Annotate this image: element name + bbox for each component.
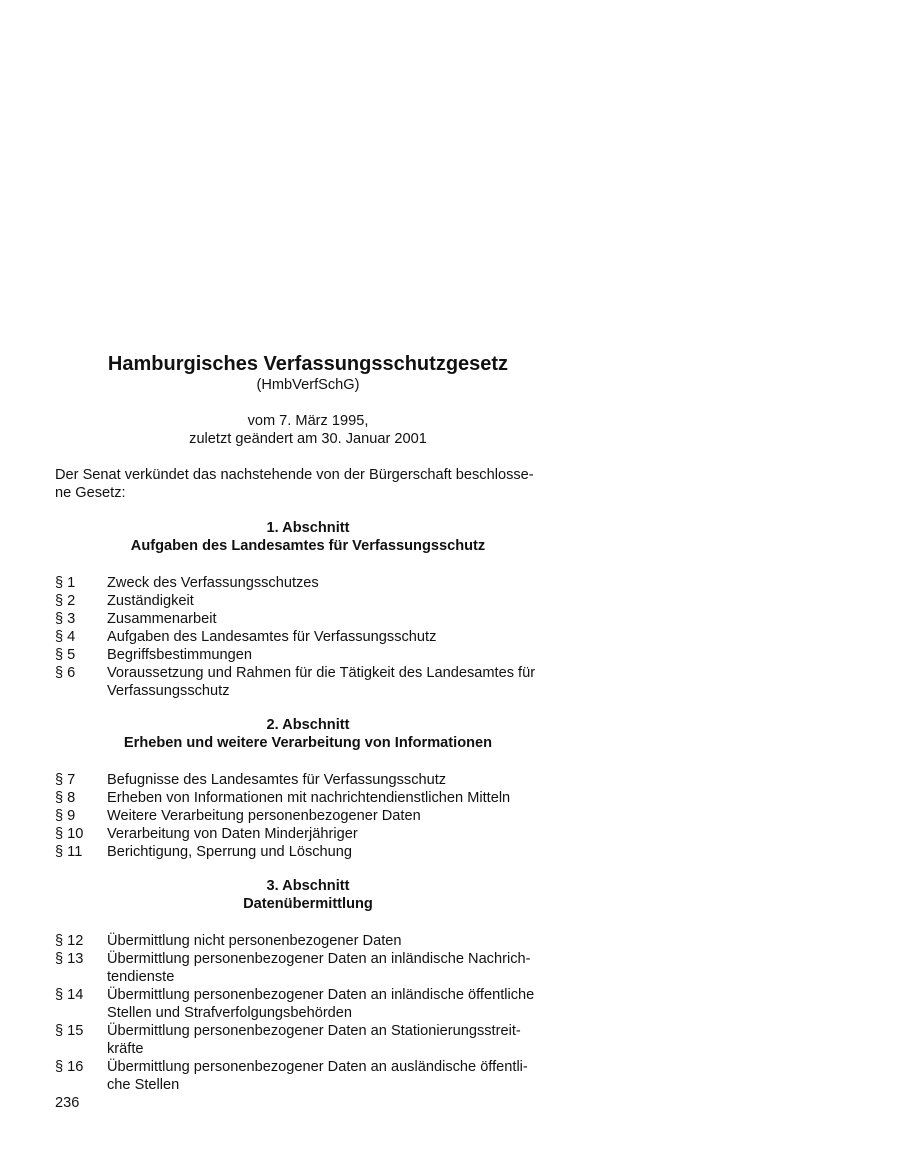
paragraph-title: Aufgaben des Landesamtes für Verfassungsschutz	[107, 629, 437, 645]
section-2-subheading: Erheben und weitere Verarbeitung von Informationen	[123, 735, 493, 751]
preamble-line-2: ne Gesetz:	[55, 485, 126, 501]
paragraph-title: Zweck des Verfassungsschutzes	[107, 575, 319, 591]
section-3-heading: 3. Abschnitt	[266, 878, 350, 894]
paragraph-number: § 14	[55, 987, 84, 1003]
paragraph-number: § 2	[55, 593, 76, 609]
section-3-subheading: Datenübermittlung	[243, 896, 373, 912]
paragraph-title: Zusammenarbeit	[107, 611, 217, 627]
document-title: Hamburgisches Verfassungsschutzgesetz	[107, 353, 509, 375]
section-1-subheading: Aufgaben des Landesamtes für Verfassungsschutz	[130, 538, 486, 554]
paragraph-number: § 3	[55, 611, 76, 627]
paragraph-title: Übermittlung personenbezogener Daten an inländische Nachrich-	[107, 951, 531, 967]
paragraph-title-continued: che Stellen	[107, 1077, 180, 1093]
section-1-heading: 1. Abschnitt	[266, 520, 350, 536]
paragraph-title: Verarbeitung von Daten Minderjähriger	[107, 826, 358, 842]
paragraph-number: § 5	[55, 647, 76, 663]
paragraph-title: Weitere Verarbeitung personenbezogener Daten	[107, 808, 421, 824]
paragraph-title: Befugnisse des Landesamtes für Verfassungsschutz	[107, 772, 447, 788]
paragraph-number: § 7	[55, 772, 76, 788]
paragraph-number: § 4	[55, 629, 76, 645]
paragraph-number: § 12	[55, 933, 84, 949]
preamble-line-1: Der Senat verkündet das nachstehende von der Bürgerschaft beschlosse-	[55, 467, 534, 483]
paragraph-number: § 16	[55, 1059, 84, 1075]
paragraph-title-continued: Stellen und Strafverfolgungsbehörden	[107, 1005, 353, 1021]
paragraph-number: § 10	[55, 826, 84, 842]
paragraph-number: § 13	[55, 951, 84, 967]
paragraph-title-continued: Verfassungsschutz	[107, 683, 230, 699]
enactment-date: vom 7. März 1995,	[247, 413, 369, 429]
paragraph-number: § 9	[55, 808, 76, 824]
paragraph-title: Übermittlung personenbezogener Daten an Stationierungsstreit-	[107, 1023, 521, 1039]
paragraph-title: Zuständigkeit	[107, 593, 194, 609]
paragraph-title: Übermittlung nicht personenbezogener Daten	[107, 933, 402, 949]
document-abbreviation: (HmbVerfSchG)	[256, 377, 360, 393]
paragraph-number: § 15	[55, 1023, 84, 1039]
paragraph-number: § 6	[55, 665, 76, 681]
paragraph-number: § 11	[55, 844, 83, 860]
paragraph-title: Berichtigung, Sperrung und Löschung	[107, 844, 353, 860]
paragraph-title-continued: tendienste	[107, 969, 175, 985]
paragraph-title-continued: kräfte	[107, 1041, 144, 1057]
paragraph-number: § 8	[55, 790, 76, 806]
paragraph-title: Übermittlung personenbezogener Daten an ausländische öffentli-	[107, 1059, 528, 1075]
paragraph-title: Erheben von Informationen mit nachrichtendienstlichen Mitteln	[107, 790, 511, 806]
page-number: 236	[55, 1095, 80, 1111]
paragraph-title: Voraussetzung und Rahmen für die Tätigkeit des Landesamtes für	[107, 665, 536, 681]
section-2-heading: 2. Abschnitt	[266, 717, 350, 733]
paragraph-title: Übermittlung personenbezogener Daten an inländische öffentliche	[107, 987, 535, 1003]
paragraph-number: § 1	[55, 575, 76, 591]
amendment-date: zuletzt geändert am 30. Januar 2001	[189, 431, 427, 447]
paragraph-title: Begriffsbestimmungen	[107, 647, 252, 663]
